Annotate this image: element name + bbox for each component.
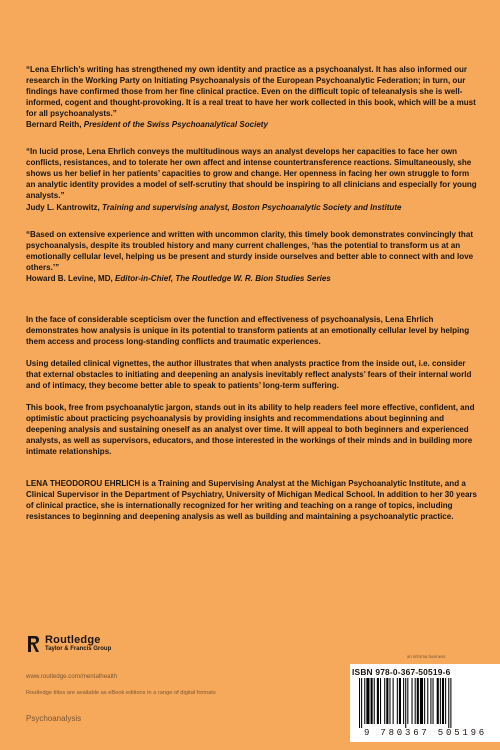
barcode-bar (393, 678, 394, 724)
publisher-name: Routledge (45, 634, 101, 646)
barcode-bar (399, 678, 401, 724)
barcode-bar (389, 678, 390, 724)
barcode-bar (448, 678, 449, 728)
spacer (26, 300, 478, 314)
barcode-bar (380, 678, 381, 724)
endorser-name: Judy L. Kantrowitz, (26, 202, 100, 212)
barcode-bar (386, 678, 388, 724)
author-bio: LENA THEODOROU EHRLICH is a Training and Supervising Analyst at the Michigan Psychoanalytic Institute, and a Clinical Supervisor in the Department of Psychiatry, University of Michigan Medical School. In addition to her 30 years of clinical practice, she is internationally recognized for her writing and teaching on a range of topics, including resistances to beginning and deepening analysis as well as building and maintaining a psychoanalytic practice. (26, 479, 478, 522)
barcode-bar (371, 678, 373, 724)
endorsement-quote: “Lena Ehrlich’s writing has strengthened my own identity and practice as a psychoanalyst. It has also informed our research in the Working Party on Initiating Psychoanalysis of the European Psychoanalytic Federation; in turn, our findings have confirmed those from her fine clinical practice. Even on the difficult topic of teleanalysis she is well-informed, cogent and thought-provoking. It is a real treat to have her work collected in this book, which will be a must for all psychoanalysts.” (26, 65, 476, 119)
endorser-role: Editor-in-Chief, The Routledge W. R. Bion Studies Series (115, 273, 331, 283)
barcode-bar (407, 678, 408, 724)
barcode-bar (430, 678, 431, 724)
quote-block (26, 64, 478, 130)
barcode-bar (437, 678, 439, 724)
barcode-bar (424, 678, 425, 724)
barcode-bar (433, 678, 434, 724)
endorsement-attribution (26, 273, 478, 284)
routledge-logo-icon (26, 635, 40, 653)
barcode-icon (355, 678, 496, 728)
publisher-logo (26, 634, 111, 653)
barcode-bar (403, 678, 404, 724)
barcode-bar (415, 678, 416, 724)
quote-block (26, 229, 478, 284)
endorser-name: Howard B. Levine, MD, (26, 273, 113, 283)
footer (26, 628, 487, 738)
barcode-bar (442, 678, 444, 724)
barcode-bar (445, 678, 446, 724)
barcode-bar (384, 678, 385, 724)
cover-text (26, 64, 478, 534)
endorsement-attribution (26, 119, 478, 130)
description-paragraph: In the face of considerable scepticism over the function and effectiveness of psychoanalysis, Lena Ehrlich demonstrates how analysis is unique in its potential to transform patients at an emotionally cellular level by helping them access and process long-standing conflicts and traumatic experiences. (26, 314, 470, 346)
barcode-bar (377, 678, 379, 724)
informa-tag: an informa business (407, 654, 446, 659)
barcode-bar (361, 678, 362, 728)
barcode-bar (405, 678, 406, 728)
barcode-bar (450, 678, 451, 728)
barcode-bar (397, 678, 398, 724)
barcode-bar (359, 678, 360, 728)
isbn-digits: 9 780367 505196 (363, 728, 487, 738)
quote-block (26, 146, 478, 212)
barcode-bar (440, 678, 441, 724)
spacer (26, 468, 478, 478)
barcode-bar (374, 678, 375, 724)
isbn-label: ISBN 978-0-367-50519-6 (352, 667, 451, 677)
barcode-bar (427, 678, 428, 724)
subject-category: Psychoanalysis (26, 714, 82, 723)
description-paragraph: This book, free from psychoanalytic jargon, stands out in its ability to help readers feel more effective, confident, and optimistic about practicing psychoanalysis by providing insights and recommendations about beginning and deepening analysis and sustaining oneself as an analyst over time. It will appeal to both beginners and experienced analysts, as well as supervisors, educators, and those interested in the workings of their minds and in building more intimate relationships. (26, 403, 475, 457)
endorsement-quote: “In lucid prose, Lena Ehrlich conveys the multitudinous ways an analyst develops her capacities to face her own conflicts, resistances, and to tolerate her own affect and intense countertransference reactions. Simultaneously, she shows us her belief in her patients’ capacities to grow and change. Her openness in facing her own struggle to form an analytic identity provides a model of self-scrutiny that should be inspiring to all clinicians and especially for young analysts.” (26, 147, 477, 201)
endorsement-attribution (26, 202, 478, 213)
publisher-url[interactable]: www.routledge.com/mentalhealth (26, 673, 118, 680)
barcode-bar (417, 678, 419, 724)
publisher-name-block (45, 634, 111, 653)
barcode-bar (364, 678, 365, 724)
publisher-group: Taylor & Francis Group (45, 646, 112, 652)
barcode-bar (420, 678, 423, 724)
ebook-note: Routledge titles are available as eBook editions in a range of digital formats (26, 690, 216, 696)
description-paragraph: Using detailed clinical vignettes, the author illustrates that when analysts practice from the inside out, i.e. consider that external obstacles to initiating and deepening an analysis inevitably reflect analysts’ fears of their internal world and of intimacy, they become better able to speak to patients’ long-term suffering. (26, 358, 472, 391)
endorser-role: President of the Swiss Psychoanalytical Society (83, 120, 268, 130)
endorser-role: Training and supervising analyst, Boston Psychoanalytic Society and Institute (102, 202, 402, 212)
barcode-bar (412, 678, 413, 724)
endorser-name: Bernard Reith, (26, 120, 82, 130)
endorsement-quote: “Based on extensive experience and written with uncommon clarity, this timely book demonstrates convincingly that psychoanalysis, despite its troubled history and many current challenges, ‘has the potential to transform us at an emotionally cellular level, helping us be present and sturdy inside ourselves and better able to connect with and love others.’” (26, 229, 474, 272)
barcode-bar (366, 678, 369, 724)
